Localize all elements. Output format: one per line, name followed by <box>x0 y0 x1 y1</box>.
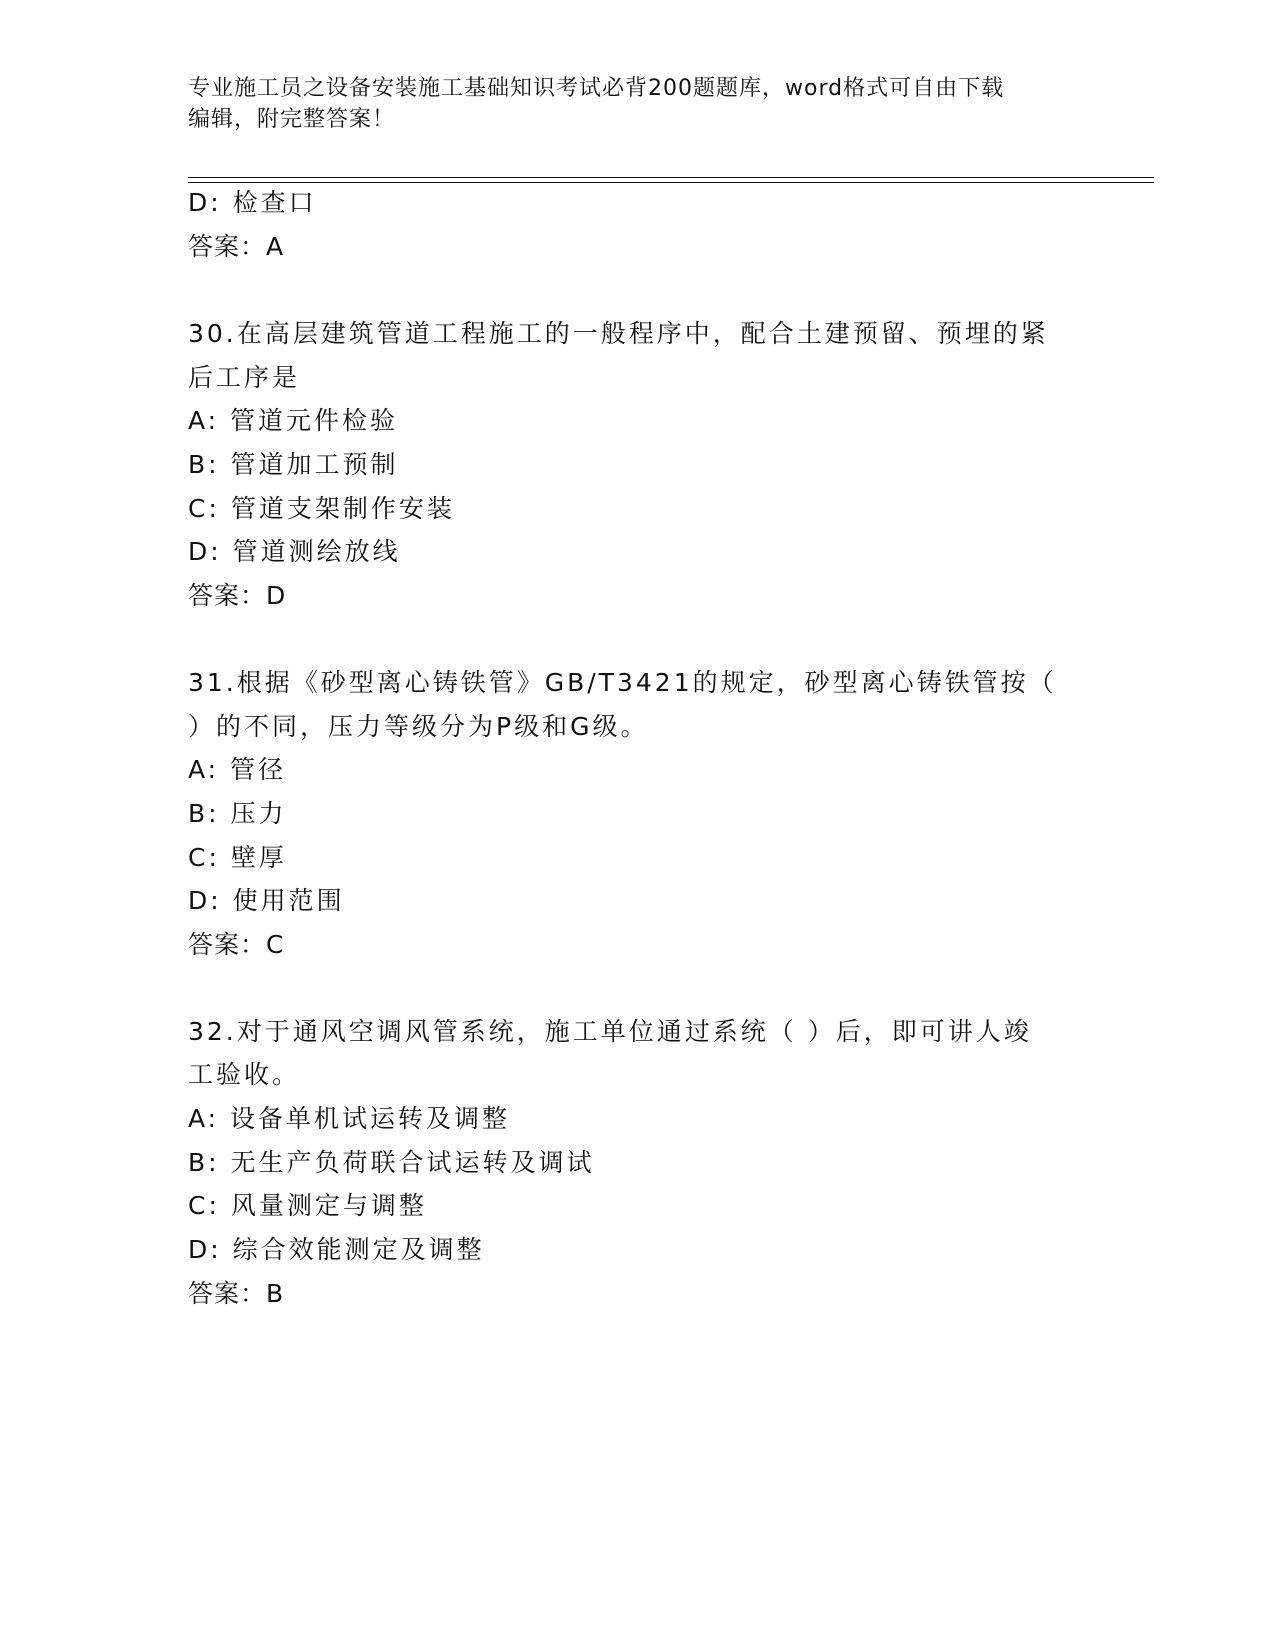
q32-stem-line-1: 32.对于通风空调风管系统，施工单位通过系统（ ）后，即可讲人竣 <box>188 1017 1032 1046</box>
q32-option-a: A: 设备单机试运转及调整 <box>188 1104 511 1133</box>
q30-answer: 答案：D <box>188 581 287 610</box>
header-line-2: 编辑，附完整答案！ <box>188 107 396 132</box>
q30-option-c: C: 管道支架制作安装 <box>188 494 455 523</box>
q30-option-b: B: 管道加工预制 <box>188 450 399 479</box>
q31-option-c: C: 壁厚 <box>188 843 287 872</box>
prev-option-d: D: 检查口 <box>188 188 317 217</box>
q32-option-d: D: 综合效能测定及调整 <box>188 1235 485 1264</box>
q31-option-b: B: 压力 <box>188 799 287 828</box>
q31-stem-line-1: 31.根据《砂型离心铸铁管》GB/T3421的规定，砂型离心铸铁管按（ <box>188 668 1057 697</box>
q30-stem-line-2: 后工序是 <box>188 363 301 392</box>
q32-option-b: B: 无生产负荷联合试运转及调试 <box>188 1148 595 1177</box>
header-line-1: 专业施工员之设备安装施工基础知识考试必背200题题库，word格式可自由下载 <box>188 76 1005 101</box>
q30-stem-line-1: 30.在高层建筑管道工程施工的一般程序中，配合土建预留、预埋的紧 <box>188 319 1049 348</box>
q31-answer: 答案：C <box>188 930 285 959</box>
q30-option-d: D: 管道测绘放线 <box>188 537 401 566</box>
q31-option-d: D: 使用范围 <box>188 886 345 915</box>
header-divider-top <box>188 177 1154 178</box>
q32-option-c: C: 风量测定与调整 <box>188 1191 427 1220</box>
q31-option-a: A: 管径 <box>188 755 287 784</box>
q31-stem-line-2: ）的不同，压力等级分为P级和G级。 <box>188 712 649 741</box>
prev-answer: 答案：A <box>188 232 285 261</box>
header-divider-bottom <box>188 182 1154 183</box>
q30-option-a: A: 管道元件检验 <box>188 406 399 435</box>
document-header <box>188 73 1068 135</box>
q32-stem-line-2: 工验收。 <box>188 1060 301 1089</box>
q32-answer: 答案：B <box>188 1279 285 1308</box>
